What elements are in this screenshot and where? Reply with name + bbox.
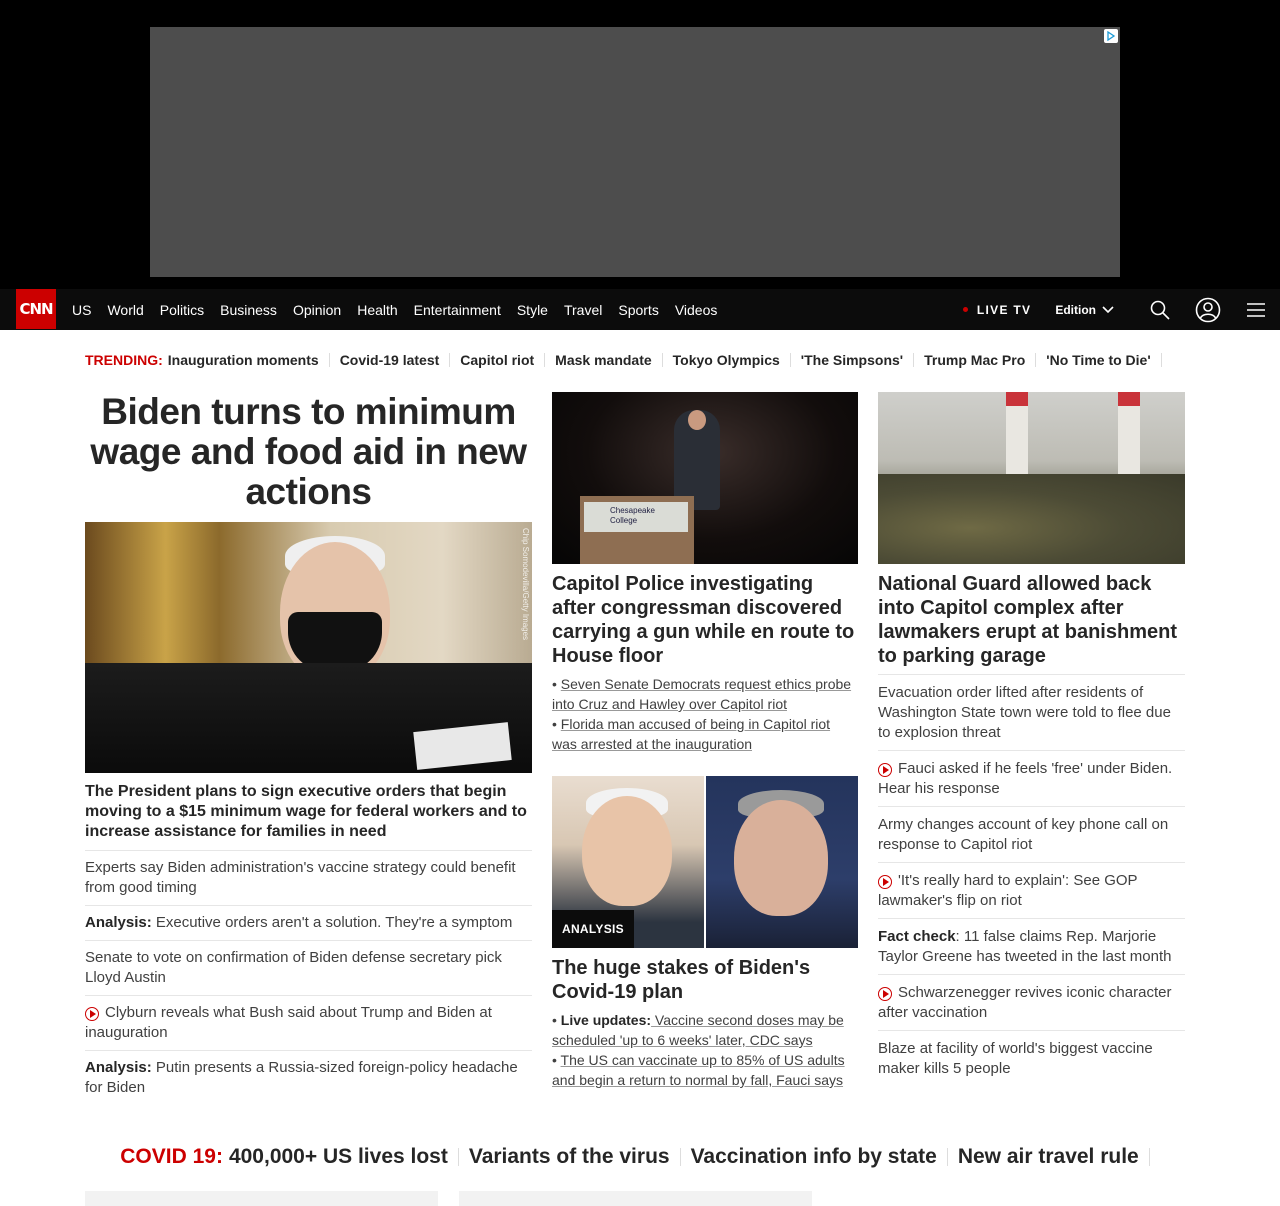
divider	[544, 353, 545, 367]
bullet-item[interactable]: • Live updates: Vaccine second doses may be scheduled 'up to 6 weeks' later, CDC says	[552, 1012, 844, 1048]
list-item[interactable]	[878, 919, 1185, 975]
list-item-prefix: Analysis:	[85, 1059, 152, 1076]
covid-link[interactable]: New air travel rule	[957, 1145, 1139, 1168]
bullet-text: Seven Senate Democrats request ethics probe into Cruz and Hawley over Capitol riot	[552, 676, 852, 712]
trending-item[interactable]: Inauguration moments	[167, 352, 319, 368]
nav-right	[963, 289, 1280, 330]
nav-link-opinion[interactable]: Opinion	[292, 301, 342, 318]
bottom-card[interactable]	[85, 1191, 438, 1206]
ad-choices-icon[interactable]	[1104, 29, 1118, 43]
image-shape	[734, 800, 828, 916]
right-column	[878, 392, 1185, 1086]
divider	[1035, 353, 1036, 367]
divider	[329, 353, 330, 367]
list-item[interactable]	[85, 906, 532, 941]
list-item[interactable]	[878, 675, 1185, 751]
ad-slot[interactable]	[150, 27, 1120, 277]
edition-picker[interactable]	[1055, 303, 1114, 317]
list-item-prefix: Fact check	[878, 928, 956, 945]
right-list	[878, 675, 1185, 1086]
bullet-text: Florida man accused of being in Capitol riot was arrested at the inauguration	[552, 716, 831, 752]
image-shape	[688, 410, 706, 430]
play-icon	[85, 1007, 99, 1021]
divider	[913, 353, 914, 367]
play-icon	[878, 763, 892, 777]
trending-item[interactable]: Capitol riot	[460, 352, 535, 368]
image-shape	[582, 796, 672, 906]
live-tv-label: LIVE TV	[976, 302, 1032, 317]
list-item[interactable]	[85, 941, 532, 996]
lead-column	[85, 392, 532, 1105]
list-item-text: Blaze at facility of world's biggest vaccine maker kills 5 people	[878, 1040, 1153, 1077]
list-item[interactable]	[85, 1051, 532, 1105]
trending-item[interactable]: Trump Mac Pro	[924, 352, 1026, 368]
search-icon[interactable]	[1136, 289, 1184, 330]
story-headline[interactable]: Capitol Police investigating after congressman discovered carrying a gun while en route to House floor	[552, 573, 855, 667]
story-image-capitol-police[interactable]	[552, 392, 858, 564]
image-shape	[878, 474, 1185, 564]
bottom-card[interactable]	[459, 1191, 812, 1206]
list-item-text: Schwarzenegger revives iconic character after vaccination	[878, 984, 1172, 1021]
top-nav	[0, 289, 1280, 330]
list-item[interactable]	[85, 996, 532, 1051]
list-item[interactable]	[878, 975, 1185, 1031]
bullet-item[interactable]: • Seven Senate Democrats request ethics probe into Cruz and Hawley over Capitol riot	[552, 676, 852, 712]
nav-link-videos[interactable]: Videos	[674, 301, 718, 318]
list-item-text: : 11 false claims Rep. Marjorie Taylor Greene has tweeted in the last month	[878, 928, 1172, 965]
bullet-item[interactable]: • Florida man accused of being in Capitol riot was arrested at the inauguration	[552, 716, 831, 752]
nav-link-us[interactable]: US	[72, 301, 92, 318]
nav-link-entertainment[interactable]: Entertainment	[413, 301, 501, 318]
image-shape	[1118, 392, 1140, 406]
nav-link-politics[interactable]: Politics	[159, 301, 205, 318]
bullet-item[interactable]: • The US can vaccinate up to 85% of US adults and begin a return to normal by fall, Fauci says	[552, 1052, 845, 1088]
podium-sign: Chesapeake College	[584, 502, 688, 532]
covid-link[interactable]: Vaccination info by state	[690, 1145, 937, 1168]
nav-link-travel[interactable]: Travel	[563, 301, 603, 318]
story-headline[interactable]: The huge stakes of Biden's Covid-19 plan	[552, 957, 811, 1003]
covid-bar	[0, 1144, 1280, 1170]
list-item-text: Putin presents a Russia-sized foreign-policy headache for Biden	[85, 1059, 518, 1096]
list-item-text: Army changes account of key phone call on response to Capitol riot	[878, 816, 1169, 853]
center-column	[552, 392, 858, 1090]
nav-link-business[interactable]: Business	[220, 301, 277, 318]
edition-label: Edition	[1055, 302, 1096, 317]
live-tv-link[interactable]	[963, 303, 1031, 317]
trending-bar	[85, 352, 1172, 368]
nav-link-style[interactable]: Style	[516, 301, 548, 318]
chevron-down-icon	[1102, 303, 1114, 317]
trending-item[interactable]: Tokyo Olympics	[672, 352, 780, 368]
trending-item[interactable]: 'No Time to Die'	[1046, 352, 1151, 368]
divider	[1149, 1148, 1150, 1166]
divider	[1161, 353, 1162, 367]
list-item-text: Fauci asked if he feels 'free' under Biden. Hear his response	[878, 760, 1173, 797]
nav-link-sports[interactable]: Sports	[618, 301, 659, 318]
story-bullets	[552, 674, 858, 754]
nav-link-health[interactable]: Health	[357, 301, 398, 318]
nav-link-world[interactable]: World	[107, 301, 144, 318]
account-icon[interactable]	[1184, 289, 1232, 330]
trending-item[interactable]: Covid-19 latest	[339, 352, 440, 368]
list-item[interactable]	[878, 807, 1185, 863]
trending-label: TRENDING:	[85, 352, 163, 368]
ad-band	[0, 0, 1280, 289]
divider	[790, 353, 791, 367]
play-icon	[878, 875, 892, 889]
cnn-logo[interactable]: CNN	[16, 289, 56, 329]
list-item[interactable]	[878, 863, 1185, 919]
lead-headline[interactable]: Biden turns to minimum wage and food aid in new actions	[90, 391, 527, 512]
list-item-text: 'It's really hard to explain': See GOP lawmaker's flip on riot	[878, 872, 1138, 909]
menu-icon[interactable]	[1232, 289, 1280, 330]
covid-link[interactable]: 400,000+ US lives lost	[228, 1145, 448, 1168]
list-item-text: Senate to vote on confirmation of Biden defense secretary pick Lloyd Austin	[85, 949, 502, 986]
story-bullets	[552, 1010, 858, 1090]
live-dot-icon	[963, 307, 968, 312]
bullet-prefix: Live updates:	[560, 1012, 652, 1028]
divider	[680, 1148, 681, 1166]
bullet-text: Vaccine second doses may be scheduled 'up to 6 weeks' later, CDC says	[552, 1012, 844, 1048]
list-item-text: Experts say Biden administration's vaccine strategy could benefit from good timing	[85, 859, 516, 896]
image-credit: Chip Somodevilla/Getty Images	[521, 528, 530, 641]
list-item-text: Executive orders aren't a solution. They're a symptom	[151, 914, 513, 931]
nav-links	[72, 289, 717, 330]
divider	[458, 1148, 459, 1166]
lead-list	[85, 851, 532, 1105]
list-item-text: Clyburn reveals what Bush said about Trump and Biden at inauguration	[85, 1004, 492, 1041]
play-icon	[878, 987, 892, 1001]
trending-item[interactable]: Mask mandate	[555, 352, 652, 368]
story-image-covid-plan[interactable]	[552, 776, 858, 948]
divider	[662, 353, 663, 367]
covid-label: COVID 19:	[120, 1145, 223, 1168]
divider	[449, 353, 450, 367]
image-shape	[1006, 392, 1028, 406]
story-headline[interactable]: National Guard allowed back into Capitol complex after lawmakers erupt at banishment to parking garage	[878, 572, 1185, 675]
trending-item[interactable]: 'The Simpsons'	[800, 352, 904, 368]
image-panel	[706, 776, 858, 948]
lead-subhead[interactable]: The President plans to sign executive orders that begin moving to a $15 minimum wage for federal workers and to increase assistance for families in need	[85, 782, 532, 851]
bullet-text: The US can vaccinate up to 85% of US adults and begin a return to normal by fall, Fauci says	[552, 1052, 845, 1088]
list-item[interactable]	[85, 851, 532, 906]
list-item[interactable]	[878, 751, 1185, 807]
list-item-prefix: Analysis:	[85, 914, 152, 931]
lead-image[interactable]	[85, 522, 532, 773]
list-item-text: Evacuation order lifted after residents of Washington State town were told to flee due to explosion threat	[878, 684, 1171, 741]
analysis-badge: ANALYSIS	[552, 910, 634, 948]
story-image-national-guard[interactable]	[878, 392, 1185, 564]
list-item[interactable]	[878, 1031, 1185, 1086]
divider	[947, 1148, 948, 1166]
covid-link[interactable]: Variants of the virus	[468, 1145, 670, 1168]
